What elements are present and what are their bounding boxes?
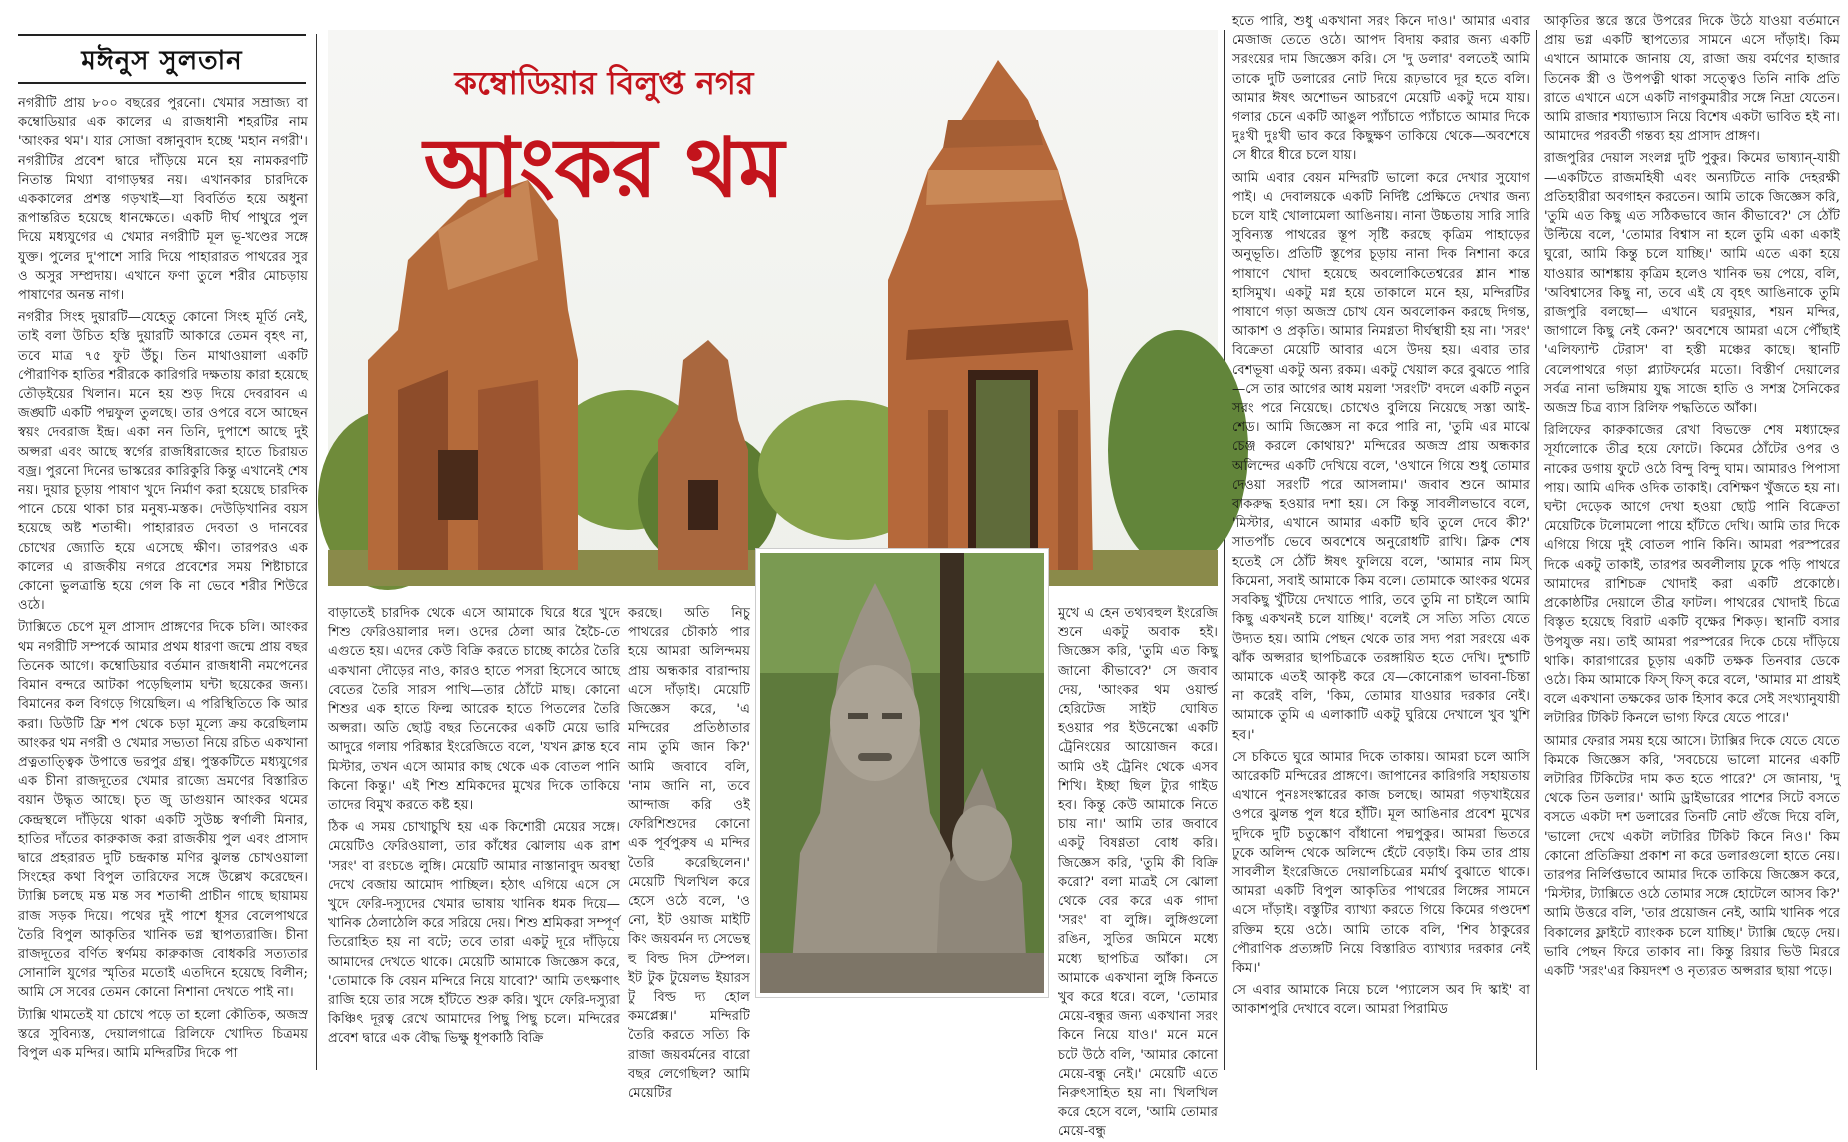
article-paragraph: ট্যাক্সি থামতেই যা চোখে পড়ে তা হলো কৌতিক, অজস্র স্তরে সুবিন্যস্ত, দেয়ালগাত্রে রিলিফে খোদিত চিত্রময় বিপুল এক মন্দির। আমি মন্দিরটির দিকে পা [18,1007,308,1061]
top-rule-left [18,34,306,36]
article-column-1 [18,94,308,1069]
article-paragraph: সে চকিতে ঘুরে আমার দিকে তাকায়। আমরা চলে আসি আরেকটি মন্দিরের প্রাঙ্গণে। জাপানের কারিগরি সহায়তায় এখানে পুনঃসংস্কারের কাজ চলছে। আমরা গড়খাইয়ের ওপরে ঝুলন্ত পুল ধরে হাঁটি। মূল আঙিনার প্রবেশ মুখের দুদিকে দুটি চতুষ্কোণ বাঁধানো পদ্মপুকুর। আমরা ভিতরে ঢুকে অলিন্দ থেকে অলিন্দে হেঁটে বেড়াই। কিম তার প্রায় সাবলীল ইংরেজিতে দেয়ালচিত্রের মর্মার্থ বুঝাতে থাকে। আমরা একটি বিপুল আকৃতির পাথরের লিঙ্গের সামনে এসে দাঁড়াই। বস্তুটির ব্যাখ্যা করতে গিয়ে কিমের গণ্ডদেশ রক্তিম হয়ে ওঠে। আমি তাকে বলি, 'শিব ঠাকুরের পৌরাণিক প্রত্যঙ্গটি নিয়ে বিস্তারিত ব্যাখ্যার দরকার নেই কিম।' [1232,749,1530,976]
article-column-3 [628,604,750,1102]
article-column-6 [1544,12,1840,1069]
inset-photo [756,549,1048,997]
column-divider [1224,30,1225,1070]
article-paragraph: রিলিফের কারুকাজের রেখা বিভক্তে শেষ মধ্যাহ্নের সূর্যালোকে তীব্র হয়ে ফোটে। কিমের ঠোঁটের ওপর ও নাকের ডগায় ফুটে ওঠে বিন্দু বিন্দু ঘাম। আমারও পিপাসা পায়। আমি এদিক ওদিক তাকাই। বেশিক্ষণ খুঁজতে হয় না। ঘন্টা দেড়েক আগে দেখা হওয়া ছোট্ট পানি বিক্রেতা মেয়েটিকে টলোমলো পায়ে হাঁটতে দেখি। আমি তার দিকে এগিয়ে গিয়ে দুই বোতল পানি কিনি। আমরা পরস্পরের দিকে একটু তাকাই, তারপর অবলীলায় ঢুকে পড়ি পাথরে আমাদের রাশিচক্র খোদাই করা একটি প্রকোষ্ঠে। প্রকোষ্ঠটির দেয়ালে তীব্র ফাটল। পাথরের খোদাই চিত্রে বিস্তৃত হয়েছে বিরাট একটি বৃক্ষের শিকড়। স্থানটি বসার উপযুক্ত নয়। তাই আমরা পরস্পরের দিকে চেয়ে দাঁড়িয়ে থাকি। কারাগারের চূড়ায় একটি তক্ষক তিনবার ডেকে ওঠে। কিম আমাকে ফিস্ ফিস্ করে বলে, 'আমার মা প্রায়ই বলে একখানা তক্ষকের ডাক হিসাব করে সেই সংখ্যানুযায়ী লটারির টিকিট কিনলে ভাগ্য ফিরে যেতে পারে।' [1544,423,1840,727]
article-paragraph: হতে পারি, শুধু একখানা সরং কিনে দাও।' আমার এবার মেজাজ তেতে ওঠে। আপদ বিদায় করার জন্য একটি সরংয়ের দাম জিজ্ঞেস করি। সে 'দু ডলার' বলতেই আমি তাকে দুটি ডলারের নোট দিয়ে রূঢ়ভাবে দূর হতে বলি। আমার ঈষৎ অশোভন আচরণে মেয়েটি একটু দমে যায়। গলার চেনে একটি আঙুল প্যাঁচাতে প্যাঁচাতে আমার দিকে দুঃখী দুঃখী ভাব করে কিছুক্ষণ তাকিয়ে থেকে—অবশেষে সে ধীরে ধীরে চলে যায়। [1232,14,1530,164]
article-column-4 [1058,604,1218,1140]
article-paragraph: নগরীটি প্রায় ৮০০ বছরের পুরনো। খেমার সম্রাজ্য বা কম্বোডিয়ার এক কালের এ রাজধানী শহরটির নাম 'আংকর থম'। যার সোজা বঙ্গানুবাদ হচ্ছে 'মহান নগরী'। নগরীটির প্রবেশ দ্বারে দাঁড়িয়ে মনে হয় নামকরণটি নিতান্ত মিথ্যা বাগাড়ম্বর নয়। এখানকার চারদিকে এককালের প্রশস্ত গড়খাই—যা বিবর্তিত হয়ে অধুনা রূপান্তরিত হয়েছে ধানক্ষেতে। একটি দীর্ঘ পাথুরে পুল দিয়ে মধ্যযুগের এ খেমার নগরীটি মূল ভূ-খণ্ডের সঙ্গে যুক্ত। পুলের দু'পাশে সারি দিয়ে পাহারারত পাথরের সুর ও অসুর সম্প্রদায়। এখানে ফণা তুলে শরীর মোচড়ায় পাষাণের অনন্ত নাগ। [18,96,308,304]
article-paragraph: আমার ফেরার সময় হয়ে আসে। ট্যাক্সির দিকে যেতে যেতে কিমকে জিজ্ঞেস করি, 'সবচেয়ে ভালো মানের একটি লটারির টিকিটের দাম কত হতে পারে?' সে জানায়, 'দু থেকে তিন ডলার।' আমি ড্রাইভারের পাশের সিটে বসতে বসতে একটা দশ ডলারের তিনটি নোট গুঁজে দিয়ে বলি, 'ভালো দেখে একটা লটারির টিকিট কিনে নিও।' কিম কোনো প্রতিক্রিয়া প্রকাশ না করে ডলারগুলো হাতে নেয়। তারপর নির্লিপ্তভাবে আমার দিকে তাকিয়ে জিজ্ঞেস করে, 'মিস্টার, ট্যাক্সিতে ওঠে তোমার সঙ্গে হোটেলে আসব কি?' আমি উত্তরে বলি, 'তার প্রয়োজন নেই, আমি খানিক পরে বিকালের ফ্লাইটে ব্যাংকক চলে যাচ্ছি।' ট্যাক্সি ছেড়ে দেয়। ভাবি পেছন ফিরে তাকাব না। কিন্তু রিয়ার ভিউ মিররে একটি 'সরং'এর কিয়দংশ ও নৃত্যরত অপ্সরার ছায়া পড়ে। [1544,733,1840,979]
article-paragraph: বাড়াতেই চারদিক থেকে এসে আমাকে ঘিরে ধরে খুদে শিশু ফেরিওয়ালার দল। ওদের ঠেলা আর হৈচৈ-তে এগুতে হয়। এদের কেউ বিক্রি করতে চাচ্ছে কাঠের তৈরি একখানা দৌড়ের নাও, কারও হাতে পসরা হিসেবে আছে বেতের তৈরি সারস পাখি—তার ঠোঁটে মাছ। কোনো শিশুর এক হাতে ফিল্ম আরেক হাতে পিতলের তৈরি অপ্সরা। অতি ছোট্ট বছর তিনেকের একটি মেয়ে ভারি আদুরে গলায় পরিষ্কার ইংরেজিতে বলে, 'যখন ক্লান্ত হবে মিস্টার, তখন এসে আমার কাছ থেকে এক বোতল পানি কিনো কিন্তু।' এই শিশু শ্রমিকদের মুখের দিকে তাকিয়ে তাদের বিমুখ করতে কষ্ট হয়। [328,606,620,814]
article-paragraph: ট্যাক্সিতে চেপে মূল প্রাসাদ প্রাঙ্গণের দিকে চলি। আংকর থম নগরীটি সম্পর্কে আমার প্রথম ধারণা জন্মে প্রায় বছর তিনেক আগে। কম্বোডিয়ার বর্তমান রাজধানী নমপেনের বিমান বন্দরে আটকা পড়েছিলাম ঘন্টা ছয়েকের জন্য। বিমানের কল বিগড়ে গিয়েছিল। এ পরিস্থিতিতে কি আর করা। ডিউটি ফ্রি শপ থেকে চড়া মূল্যে ক্রয় করেছিলাম আংকর থম নগরী ও খেমার সভ্যতা নিয়ে রচিত একখানা প্রত্নতাত্ত্বিক উপাত্তে ভরপুর গ্রন্থ। পুস্তকটিতে মধ্যযুগের এক চীনা রাজদূতের খেমার রাজ্যে ভ্রমণের বিস্তারিত বয়ান উদ্ধৃত আছে। চৃত জু ডাগুয়ান আংকর থমের কেন্দ্রস্থলে দাঁড়িয়ে থাকা একটি সুউচ্চ স্বর্ণালী মিনার, হাতির দাঁতের কারুকাজ করা রাজকীয় পুল এবং প্রাসাদ দ্বারে প্রহরারত দুটি চন্দ্রকান্ত মণির ঝুলন্ত চোখওয়ালা সিংহের কথা বিপুল তারিফের সঙ্গে উল্লেখ করেছেন। ট্যাক্সি চলছে মন্ত মন্ত সব শতাব্দী প্রাচীন গাছে ছায়াময় রাজ সড়ক দিয়ে। পথের দুই পাশে ধূসর বেলেপাথরে তৈরি বিপুল আকৃতির খানিক ভগ্ন স্থাপত্যরাজি। চীনা রাজদূতের বর্ণিত স্বর্ণময় কারুকাজ বোধকরি সত্যতার সোনালি যুগের স্মৃতির মতোই এতদিনে হয়েছে বিলীন; আমি সে সবের তেমন কোনো নিশানা দেখতে পাই না। [18,620,308,1001]
article-paragraph: ঠিক এ সময় চোখাচুখি হয় এক কিশোরী মেয়ের সঙ্গে। মেয়েটিও ফেরিওয়ালা, তার কাঁধের ঝোলায় এক রাশ 'সরং' বা রংচঙে লুঙ্গি। মেয়েটি আমার নাস্তানাবুদ অবস্থা দেখে বেজায় আমোদ পাচ্ছিল। হঠাৎ এগিয়ে এসে সে খুদে ফেরি-দস্যুদের খেমার ভাষায় খানিক ধমক দিয়ে—খানিক ঠেলাঠেলি করে সরিয়ে দেয়। শিশু শ্রমিকরা সম্পূর্ণ তিরোহিত হয় না বটে; তবে তারা একটু দূরে দাঁড়িয়ে আমাদের দেখতে থাকে। মেয়েটি আমাকে জিজ্ঞেস করে, 'তোমাকে কি বেয়ন মন্দিরে নিয়ে যাবো?' আমি তৎক্ষণাৎ রাজি হয়ে তার সঙ্গে হাঁটতে শুরু করি। খুদে ফেরি-দস্যুরা কিঞ্চিৎ দূরত্ব রেখে আমাদের পিছু পিছু চলে। মন্দিরের প্রবেশ দ্বারে এক বৌদ্ধ ভিক্ষু ধূপকাঠি বিক্রি [328,820,620,1047]
article-kicker: কম্বোডিয়ার বিলুপ্ত নগর [454,64,754,102]
column-divider [1536,30,1537,1070]
stone-guardians-photo [760,553,1044,993]
article-paragraph: রাজপুরির দেয়াল সংলগ্ন দুটি পুকুর। কিমের ভাষ্যান্-যায়ী—একটিতে রাজমহিষী এবং অন্যটিতে নাকি দেহরক্ষী প্রতিহারীরা অবগাহন করতেন। আমি তাকে জিজ্ঞেস করি, 'তুমি এত কিছু এত সঠিকভাবে জান কীভাবে?' সে ঠোঁট উল্টিয়ে বলে, 'তোমার বিশ্বাস না হলে তুমি একা একাই ঘুরো, আমি কিন্তু চলে যাচ্ছি।' আমি এতে একা হয়ে যাওয়ার আশঙ্কায় কৃত্রিম হলেও খানিক ভয় পেয়ে, বলি, 'অবিশ্বাসের কিছু না, তবে এই যে বৃহৎ আঙিনাকে তুমি রাজপুরি বলছো— এখানে ঘরদুয়ার, শয়ন মন্দির, জাগালে কিছু নেই কেন?' অবশেষে আমরা এসে পৌঁছাই 'এলিফ্যান্ট টেরাস' বা হস্তী মঞ্চের কাছে। স্থানটি বেলেপাথরে গড়া প্ল্যাটফর্মের মতো। বিস্তীর্ণ দেয়ালের সর্বত্র নানা ভঙ্গিমায় যুদ্ধ সাজে হাতি ও সশস্ত্র সৈনিকের অজস্র চিত্র ব্যাস রিলিফ পদ্ধতিতে আঁকা। [1544,151,1840,417]
main-photo [328,30,1218,586]
article-paragraph: করছে। অতি নিচু পাথরের চৌকাঠ পার হয়ে আমরা অলিন্দময় প্রায় অন্ধকার বারান্দায় এসে দাঁড়াই। মেয়েটি জিজ্ঞেস করে, 'এ মন্দিরের প্রতিষ্ঠাতার নাম তুমি জান কি?' আমি জবাবে বলি, 'নাম জানি না, তবে আন্দাজ করি ওই ফেরিশিশুদের কোনো এক পূর্বপুরুষ এ মন্দির তৈরি করেছিলেন।' মেয়েটি খিলখিল করে হেসে ওঠে বলে, 'ও নো, ইট ওয়াজ মাইটি কিং জয়বর্মন দ্য সেভেন্থ হু বিল্ড দিস টেম্পল। ইট টুক টুয়েলভ ইয়ারস টু বিল্ড দ্য হোল কমপ্লেক্স।' মন্দিরটি তৈরি করতে সত্যি কি রাজা জয়বর্মনের বারো বছর লেগেছিল? আমি মেয়েটির [628,606,750,1102]
article-paragraph: মুখে এ হেন তথ্যবহুল ইংরেজি শুনে একটু অবাক হই। জিজ্ঞেস করি, 'তুমি এত কিছু জানো কীভাবে?' সে জবাব দেয়, 'আংকর থম ওয়ার্ল্ড হেরিটেজ সাইট ঘোষিত হওয়ার পর ইউনেস্কো একটি ট্রেনিংয়ের আয়োজন করে। আমি ওই ট্রেনিং থেকে এসব শিখি। ইচ্ছা ছিল ট্যুর গাইড হব। কিন্তু কেউ আমাকে নিতে চায় না।' আমি তার জবাবে একটু বিষণ্ণতা বোধ করি। জিজ্ঞেস করি, 'তুমি কী বিক্রি করো?' বলা মাত্রই সে ঝোলা থেকে বের করে এক গাদা 'সরং' বা লুঙ্গি। লুঙ্গিগুলো রঙিন, সুতির জমিনে মধ্যে মধ্যে ছাপচিত্র আঁকা। সে আমাকে একখানা লুঙ্গি কিনতে খুব করে ধরে। বলে, 'তোমার মেয়ে-বন্ধুর জন্য একখানা সরং কিনে নিয়ে যাও।' মনে মনে চটে উঠে বলি, 'আমার কোনো মেয়ে-বন্ধু নেই।' মেয়েটি এতে নিরুৎসাহিত হয় না। খিলখিল করে হেসে বলে, 'আমি তোমার মেয়ে-বন্ধু [1058,606,1218,1140]
article-paragraph: আকৃতির স্তরে স্তরে উপরের দিকে উঠে যাওয়া বর্তমানে প্রায় ভগ্ন একটি স্থাপত্যের সামনে এসে দাঁড়াই। কিম এখানে আমাকে জানায় যে, রাজা জয় বর্মণের হাজার তিনেক স্ত্রী ও উপপত্নী থাকা সত্ত্বেও তিনি নাকি প্রতি রাতে এখানে এসে একটি নাগকুমারীর সঙ্গে নিদ্রা যেতেন। আমি রাজার শয্যাভ্যাস নিয়ে বিশেষ একটা ভাবিত হই না। আমাদের পরবর্তী গন্তব্য হয় প্রাসাদ প্রাঙ্গণ। [1544,14,1840,145]
byline-rule [18,82,306,84]
article-paragraph: সে এবার আমাকে নিয়ে চলে 'প্যালেস অব দি স্কাই' বা আকাশপুরি দেখাবে বলে। আমরা পিরামিড [1232,983,1530,1018]
article-column-2 [328,604,620,1069]
article-paragraph: নগরীর সিংহ দুয়ারটি—যেহেতু কোনো সিংহ মূর্তি নেই, তাই বলা উচিত হস্তি দুয়ারটি আকারে তেমন বৃহৎ না, তবে মাত্র ৭৫ ফুট উঁচু। তিন মাথাওয়ালা একটি পৌরাণিক হাতির শরীরকে কারিগরি দক্ষতায় কারা হয়েছে তৌড়ইয়ের খিলান। মনে হয় শুড় দিয়ে দেবরাবন এ জঙ্ঘটি একটি পদ্মফুল তুলছে। তার ওপরে বসে আছেন স্বয়ং দেবরাজ ইন্দ্র। একা নন তিনি, দুপাশে আছে দুই অপ্সরা এবং আছে স্বর্গের রাজধিরাজের হাতে চিরায়ত বজ্র। পুরনো দিনের ভাস্করের কারিকুরি কিন্তু এখানেই শেষ নয়। দুয়ার চূড়ায় পাষাণ খুদে নির্মাণ করা হয়েছে চারদিক পানে চেয়ে থাকা চার মনুষ্য-মস্তক। দেউড়িখানির বয়স হয়েছে অষ্ট শতাব্দী। পাহারারত দেবতা ও দানবের চোখের জ্যোতি হয়ে এসেছে ক্ষীণ। তারপরও এক কালের এ রাজকীয় নগরে প্রবেশের সময় শিষ্টাচারে কোনো ভুলত্রান্তি হয়ে গেল কি না ভেবে শরীর শিউরে ওঠে। [18,310,308,614]
article-column-5 [1232,12,1530,1069]
column-divider [316,34,317,1070]
temple-ruins-photo [328,30,1218,586]
article-headline: আংকর থম [423,120,785,216]
article-paragraph: আমি এবার বেয়ন মন্দিরটি ভালো করে দেখার সুযোগ পাই। এ দেবালয়কে একটি নির্দিষ্ট প্রেক্ষিতে দেখার জন্য চলে যাই খোলামেলা আঙিনায়। নানা উচ্চতায় সারি সারি সুবিন্যস্ত পাথরের স্তূপ সৃষ্টি করছে কৃত্রিম পাহাড়ের অনুভূতি। প্রতিটি স্তূপের চূড়ায় নানা দিক নিশানা করে পাষাণে খোদা হয়েছে অবলোকিতেশ্বরের শ্লান শান্ত হাসিমুখ। একটু মগ্ন হয়ে তাকালে মনে হয়, মন্দিরটির পাষাণে গড়া অজস্র চোখ যেন অবলোকন করছে দিগন্ত, আকাশ ও প্রকৃতি। আমার নিমগ্নতা দীর্ঘস্থায়ী হয় না। 'সরং' বিক্রেতা মেয়েটি আবার এসে উদয় হয়। এবার তার বেশভূষা একটু অন্য রকম। একটু খেয়াল করে বুঝতে পারি—সে তার আগের আধ ময়লা 'সরংটি' বদলে একটি নতুন সরং পরে নিয়েছে। চোখেও বুলিয়ে নিয়েছে সস্তা আই-শেড। আমি জিজ্ঞেস না করে পারি না, 'তুমি এর মাঝে চেঞ্জ করলে কোথায়?' মন্দিরের অজস্র প্রায় অন্ধকার অলিন্দের একটি দেখিয়ে বলে, 'ওখানে গিয়ে শুধু তোমার দেওয়া সরংটি পরে আসলাম।' জবাব শুনে আমার বাকরুদ্ধ হওয়ার দশা হয়। সে কিন্তু সাবলীলভাবে বলে, 'মিস্টার, এখানে আমার একটি ছবি তুলে দেবে কী?' সাতপাঁচ ভেবে অবশেষে অনুরোধটি রাখি। ক্লিক শেষ হতেই সে ঠোঁট ঈষৎ ফুলিয়ে বলে, 'আমার নাম মিস্ কিমেনা, সবাই আমাকে কিম বলে। তোমাকে আংকর থমের সবকিছু খুঁটিয়ে দেখাতে পারি, তবে তুমি না চাইলে আমি কিছু একখনই চলে যাচ্ছি।' বলেই সে সত্যি সত্যি যেতে উদ্যত হয়। আমি পেছন থেকে তার সদ্য পরা সরংয়ে এক ঝাঁক অপ্সরার ছাপচিত্রকে তরঙ্গায়িত হতে দেখি। দুশ্চাটি আমাকে এতই আকৃষ্ট করে যে—কোনোরূপ ভাবনা-চিন্তা না করেই বলি, 'কিম, তোমার যাওয়ার দরকার নেই। আমাকে তুমি এ এলাকাটি একটু ঘুরিয়ে দেখালে খুব খুশি হব।' [1232,170,1530,743]
byline: মঈনুস সুলতান [81,46,243,76]
